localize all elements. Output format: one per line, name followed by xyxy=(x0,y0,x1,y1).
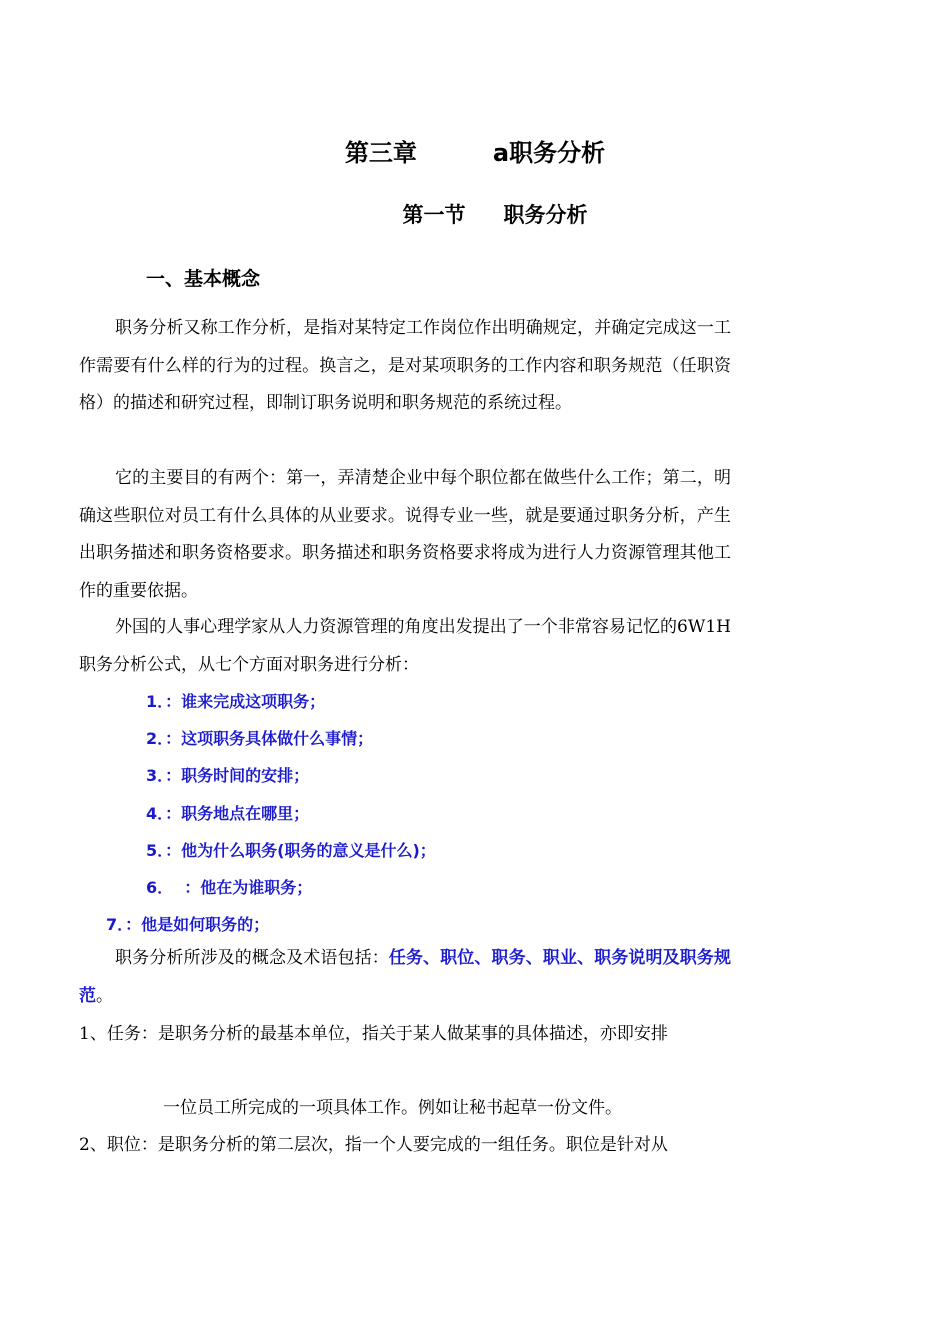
terms-prefix: 职务分析所涉及的概念及术语包括： xyxy=(115,948,389,968)
list-item-what: 2．：这项职务具体做什么事情； xyxy=(146,729,374,748)
paragraph-purpose: 它的主要目的有两个：第一，弄清楚企业中每个职位都在做些什么工作；第二，明确这些职位对员工有什么具体的从业要求。说得专业一些，就是要通过职务分析，产生出职务描述和职务资格要求。职务描述和职务资格要求将成为进行人力资源管理其他工作的重要依据。 xyxy=(79,468,731,601)
subsection-title: 一、基本概念 xyxy=(146,268,261,290)
list-item-why: 5．：他为什么职务(职务的意义是什么)； xyxy=(146,841,436,860)
definition-position: 2、职位：是职务分析的第二层次，指一个人要完成的一组任务。职位是针对从 xyxy=(79,1135,668,1155)
chapter-name: a职务分析 xyxy=(492,139,606,167)
section-number: 第一节 xyxy=(402,203,466,227)
list-item-for-whom: 6． ：他在为谁职务； xyxy=(146,878,313,897)
definition-task: 1、任务：是职务分析的最基本单位，指关于某人做某事的具体描述，亦即安排 xyxy=(79,1024,668,1044)
section-name: 职务分析 xyxy=(503,203,588,227)
terms-highlight: 任务、职位、职务、职业、职务说明及职务规范 xyxy=(79,948,731,1006)
list-item-who: 1．：谁来完成这项职务； xyxy=(146,692,326,711)
paragraph-terms xyxy=(79,940,731,1015)
section-title xyxy=(0,199,950,229)
definition-task-continued: 一位员工所完成的一项具体工作。例如让秘书起草一份文件。 xyxy=(163,1098,622,1118)
terms-suffix: 。 xyxy=(96,985,113,1006)
paragraph-definition: 职务分析又称工作分析，是指对某特定工作岗位作出明确规定，并确定完成这一工作需要有什么样的行为的过程。换言之，是对某项职务的工作内容和职务规范（任职资格）的描述和研究过程，即制订职务说明和职务规范的系统过程。 xyxy=(79,318,731,413)
list-item-how: 7．：他是如何职务的； xyxy=(106,915,270,934)
list-item-when: 3．：职务时间的安排； xyxy=(146,766,310,785)
paragraph-6w1h-intro: 外国的人事心理学家从人力资源管理的角度出发提出了一个非常容易记忆的6W1H职务分析公式，从七个方面对职务进行分析： xyxy=(79,617,731,675)
chapter-number: 第三章 xyxy=(344,139,417,167)
list-item-where: 4．：职务地点在哪里； xyxy=(146,804,310,823)
chapter-title xyxy=(0,133,950,168)
